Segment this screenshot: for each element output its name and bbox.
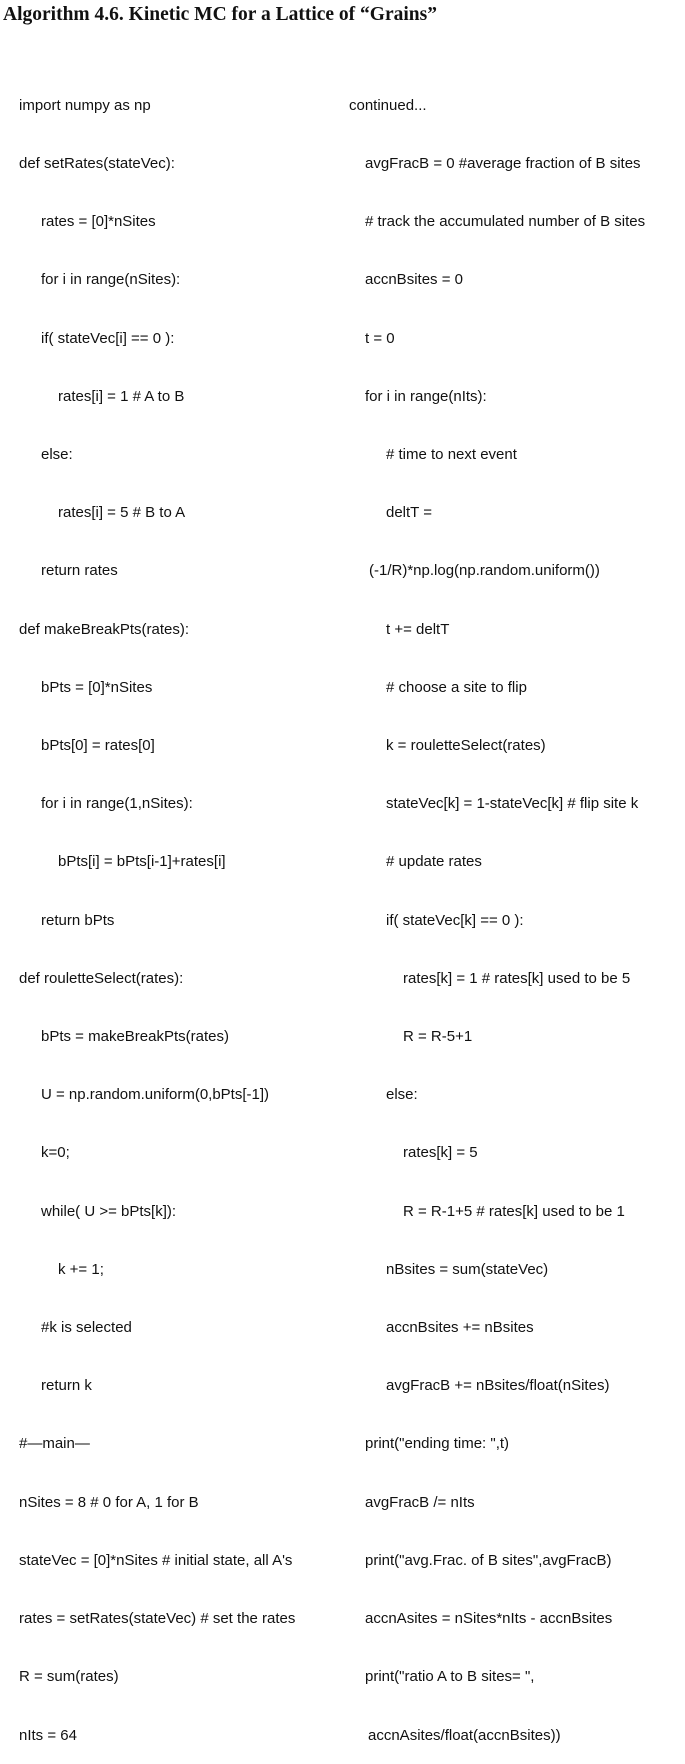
code-line bbox=[0, 329, 685, 348]
code-text: t += deltT bbox=[386, 620, 450, 638]
code-text: def makeBreakPts(rates): bbox=[19, 620, 190, 638]
code-text: nBsites = sum(stateVec) bbox=[386, 1260, 549, 1278]
code-line bbox=[0, 445, 685, 464]
code-text: deltT = bbox=[386, 504, 433, 522]
code-text: k = rouletteSelect(rates) bbox=[386, 737, 546, 755]
code-line bbox=[0, 1551, 685, 1570]
code-text: else: bbox=[386, 1086, 418, 1104]
code-text: for i in range(nIts): bbox=[365, 387, 487, 405]
code-line bbox=[0, 503, 685, 522]
code-line bbox=[0, 561, 685, 580]
code-line bbox=[0, 1318, 685, 1337]
code-text: # time to next event bbox=[386, 446, 517, 464]
code-line bbox=[0, 1434, 685, 1453]
code-text: avgFracB /= nIts bbox=[365, 1493, 475, 1511]
code-text: for i in range(1,nSites): bbox=[41, 795, 193, 813]
code-line bbox=[0, 1202, 685, 1221]
code-line bbox=[0, 911, 685, 930]
code-line bbox=[0, 852, 685, 871]
code-text: avgFracB = 0 #average fraction of B sites bbox=[365, 155, 641, 173]
code-line bbox=[0, 154, 685, 173]
code-column-right bbox=[0, 57, 685, 1764]
code-line bbox=[0, 794, 685, 813]
code-line bbox=[0, 736, 685, 755]
code-text: (-1/R)*np.log(np.random.uniform()) bbox=[369, 562, 600, 580]
code-text: accnAsites = nSites*nIts - accnBsites bbox=[365, 1610, 613, 1628]
code-text: while( U >= bPts[k]): bbox=[41, 1202, 177, 1220]
code-line bbox=[0, 620, 685, 639]
code-line bbox=[0, 96, 685, 115]
code-line bbox=[0, 270, 685, 289]
code-text: return rates bbox=[41, 562, 118, 580]
code-text: rates[i] = 5 # B to A bbox=[58, 504, 186, 522]
code-text: #k is selected bbox=[41, 1319, 132, 1337]
code-text: def setRates(stateVec): bbox=[19, 155, 175, 173]
code-line bbox=[0, 212, 685, 231]
code-line bbox=[0, 1493, 685, 1512]
code-text: if( stateVec[i] == 0 ): bbox=[41, 329, 175, 347]
code-text: rates[i] = 1 # A to B bbox=[58, 387, 185, 405]
code-text: nIts = 64 bbox=[19, 1726, 77, 1744]
code-text: accnBsites = 0 bbox=[365, 271, 463, 289]
code-text: rates[k] = 5 bbox=[403, 1144, 478, 1162]
code-text: rates = [0]*nSites bbox=[41, 213, 156, 231]
code-line bbox=[0, 1376, 685, 1395]
code-text: R = sum(rates) bbox=[19, 1668, 119, 1686]
code-text: return bPts bbox=[41, 911, 115, 929]
code-text: stateVec[k] = 1-stateVec[k] # flip site k bbox=[386, 795, 639, 813]
code-text: #—main— bbox=[19, 1435, 90, 1453]
algorithm-title: Algorithm 4.6. Kinetic MC for a Lattice of “Grains” bbox=[3, 4, 437, 25]
code-text: print("ending time: ",t) bbox=[365, 1435, 510, 1453]
code-text: bPts[0] = rates[0] bbox=[41, 737, 155, 755]
code-text: stateVec = [0]*nSites # initial state, all A's bbox=[19, 1551, 293, 1569]
code-text: bPts = makeBreakPts(rates) bbox=[41, 1028, 229, 1046]
code-text: # choose a site to flip bbox=[386, 678, 527, 696]
code-text: accnAsites/float(accnBsites)) bbox=[368, 1726, 561, 1744]
code-text: accnBsites += nBsites bbox=[386, 1319, 534, 1337]
code-text: def rouletteSelect(rates): bbox=[19, 969, 184, 987]
code-text: for i in range(nSites): bbox=[41, 271, 181, 289]
code-text: # update rates bbox=[386, 853, 482, 871]
code-text: t = 0 bbox=[365, 329, 395, 347]
code-line bbox=[0, 1726, 685, 1745]
code-text: # track the accumulated number of B sites bbox=[365, 213, 646, 231]
code-text: import numpy as np bbox=[19, 96, 151, 114]
code-text: k += 1; bbox=[58, 1260, 104, 1278]
code-text: return k bbox=[41, 1377, 92, 1395]
code-line bbox=[0, 387, 685, 406]
code-text: continued... bbox=[349, 96, 427, 114]
code-text: if( stateVec[k] == 0 ): bbox=[386, 911, 524, 929]
code-text: print("ratio A to B sites= ", bbox=[365, 1668, 535, 1686]
code-text: rates[k] = 1 # rates[k] used to be 5 bbox=[403, 969, 631, 987]
code-text: nSites = 8 # 0 for A, 1 for B bbox=[19, 1493, 199, 1511]
code-text: bPts = [0]*nSites bbox=[41, 678, 153, 696]
code-text: avgFracB += nBsites/float(nSites) bbox=[386, 1377, 610, 1395]
code-line bbox=[0, 1027, 685, 1046]
code-line bbox=[0, 1667, 685, 1686]
code-text: U = np.random.uniform(0,bPts[-1]) bbox=[41, 1086, 270, 1104]
code-text: R = R-5+1 bbox=[403, 1028, 473, 1046]
code-text: else: bbox=[41, 446, 73, 464]
code-text: rates = setRates(stateVec) # set the rates bbox=[19, 1610, 296, 1628]
code-text: bPts[i] = bPts[i-1]+rates[i] bbox=[58, 853, 226, 871]
code-line bbox=[0, 1260, 685, 1279]
code-text: R = R-1+5 # rates[k] used to be 1 bbox=[403, 1202, 625, 1220]
code-line bbox=[0, 678, 685, 697]
code-line bbox=[0, 1609, 685, 1628]
code-line bbox=[0, 1143, 685, 1162]
code-line bbox=[0, 969, 685, 988]
code-text: k=0; bbox=[41, 1144, 70, 1162]
code-text: print("avg.Frac. of B sites",avgFracB) bbox=[365, 1551, 612, 1569]
code-line bbox=[0, 1085, 685, 1104]
